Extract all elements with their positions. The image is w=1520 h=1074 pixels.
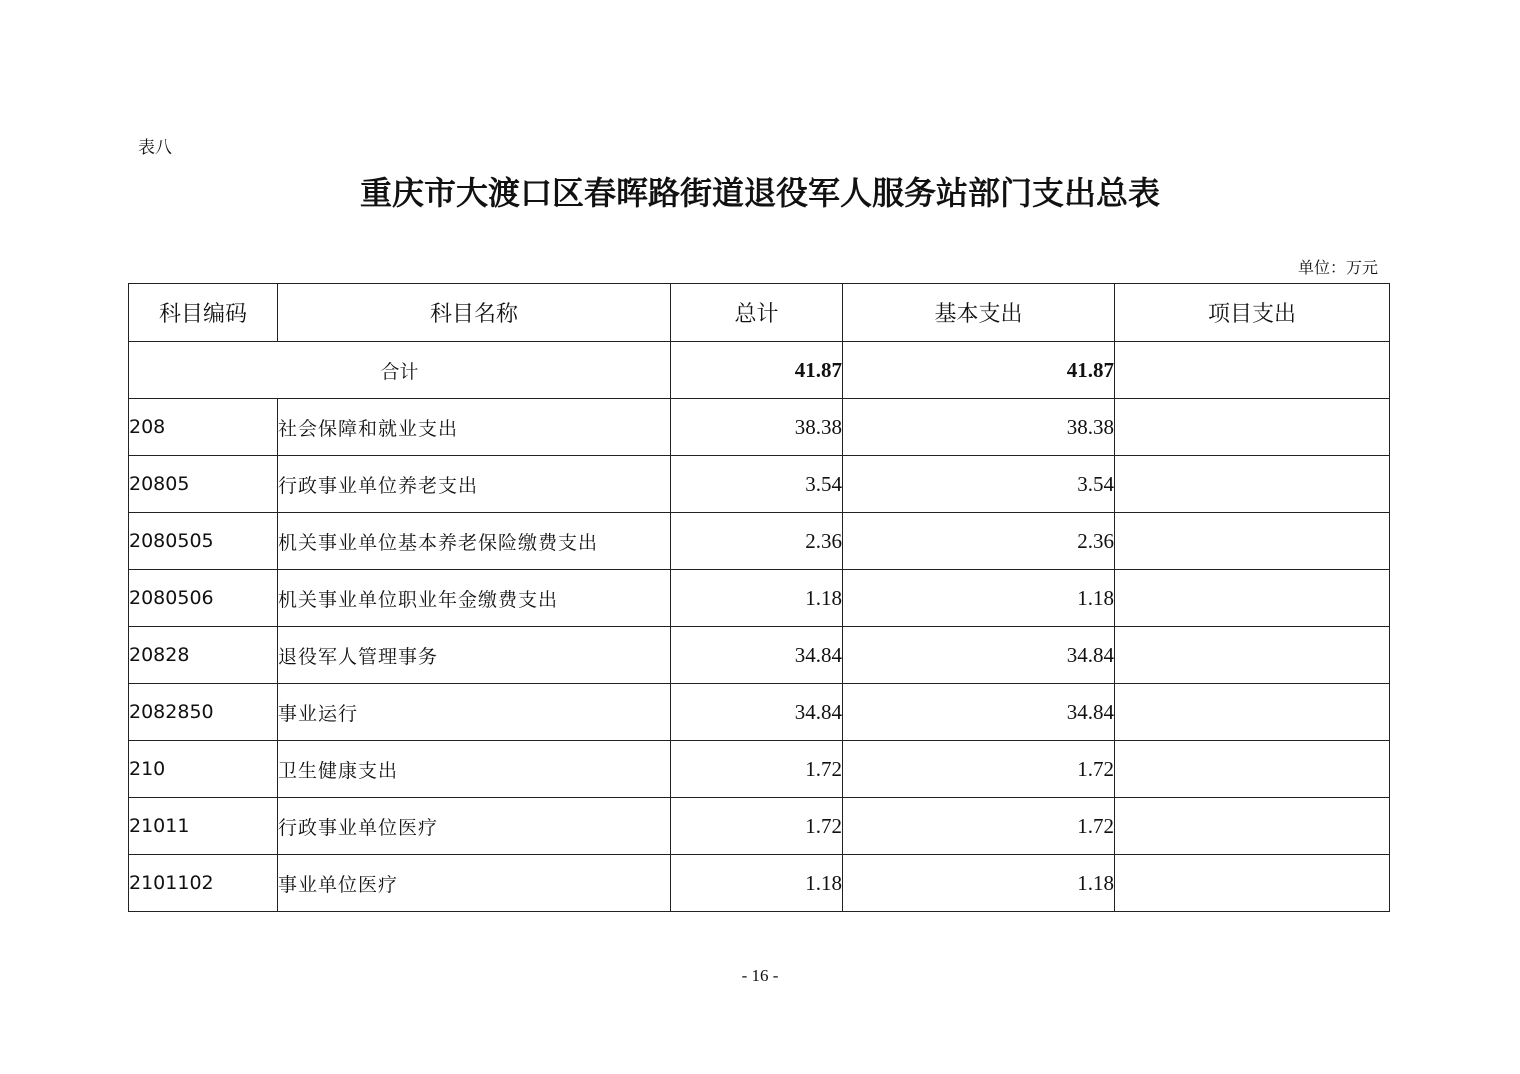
row-project [1115,570,1390,627]
summary-total: 41.87 [671,342,843,399]
row-basic: 1.18 [843,855,1115,912]
expense-table [128,283,1390,912]
row-name: 行政事业单位养老支出 [278,456,671,513]
header-total: 总计 [671,284,843,342]
row-name: 事业运行 [278,684,671,741]
row-project [1115,513,1390,570]
table-row [129,513,1390,570]
row-basic: 2.36 [843,513,1115,570]
row-basic: 38.38 [843,399,1115,456]
row-project [1115,399,1390,456]
row-project [1115,741,1390,798]
row-code: 210 [129,741,278,798]
header-row [129,284,1390,342]
table-row [129,627,1390,684]
row-project [1115,456,1390,513]
table-row [129,741,1390,798]
row-basic: 3.54 [843,456,1115,513]
row-total: 38.38 [671,399,843,456]
unit-note: 单位：万元 [1297,258,1378,277]
row-total: 34.84 [671,627,843,684]
row-total: 1.72 [671,741,843,798]
table-row [129,570,1390,627]
row-name: 卫生健康支出 [278,741,671,798]
row-name: 社会保障和就业支出 [278,399,671,456]
row-basic: 1.72 [843,798,1115,855]
row-basic: 1.72 [843,741,1115,798]
row-project [1115,855,1390,912]
summary-row [129,342,1390,399]
summary-basic: 41.87 [843,342,1115,399]
row-basic: 1.18 [843,570,1115,627]
row-basic: 34.84 [843,627,1115,684]
header-project: 项目支出 [1115,284,1390,342]
row-total: 1.72 [671,798,843,855]
row-total: 34.84 [671,684,843,741]
row-name: 机关事业单位职业年金缴费支出 [278,570,671,627]
row-name: 机关事业单位基本养老保险缴费支出 [278,513,671,570]
row-code: 208 [129,399,278,456]
table-row [129,855,1390,912]
row-name: 退役军人管理事务 [278,627,671,684]
page-title: 重庆市大渡口区春晖路街道退役军人服务站部门支出总表 [359,174,1160,212]
row-name: 行政事业单位医疗 [278,798,671,855]
row-code: 20805 [129,456,278,513]
summary-label: 合计 [129,342,671,399]
table-row [129,399,1390,456]
row-name: 事业单位医疗 [278,855,671,912]
summary-project [1115,342,1390,399]
row-project [1115,684,1390,741]
header-name: 科目名称 [278,284,671,342]
header-code: 科目编码 [129,284,278,342]
row-code: 2082850 [129,684,278,741]
row-total: 3.54 [671,456,843,513]
row-project [1115,798,1390,855]
row-code: 2101102 [129,855,278,912]
row-total: 1.18 [671,855,843,912]
row-project [1115,627,1390,684]
row-basic: 34.84 [843,684,1115,741]
row-total: 2.36 [671,513,843,570]
row-code: 2080505 [129,513,278,570]
table-row [129,456,1390,513]
page-number: - 16 - [741,966,779,985]
table-row [129,798,1390,855]
row-code: 21011 [129,798,278,855]
row-code: 2080506 [129,570,278,627]
table-label: 表八 [138,138,172,158]
table-row [129,684,1390,741]
header-basic: 基本支出 [843,284,1115,342]
row-code: 20828 [129,627,278,684]
row-total: 1.18 [671,570,843,627]
